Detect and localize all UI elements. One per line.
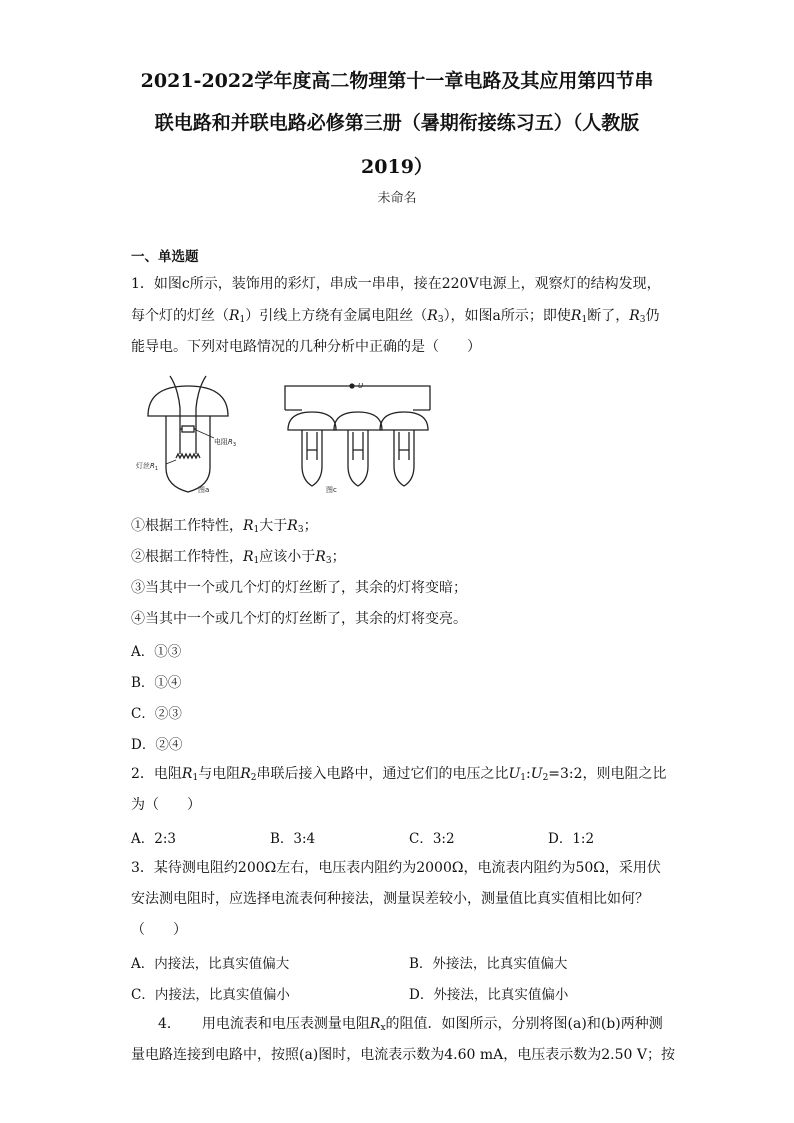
q2-option-a: A．2:3 <box>131 831 176 847</box>
q1-statement-1: ①根据工作特性，$R_1$大于$R_3$； <box>131 518 318 535</box>
fig-c-lamp-1 <box>288 412 336 486</box>
q1-option-b: B．①④ <box>131 675 182 691</box>
q3-option-a: A．内接法，比真实值偏大 <box>131 956 290 972</box>
q3-option-c: C．内接法，比真实值偏小 <box>131 987 290 1003</box>
fig-c-lamp-3 <box>380 412 428 486</box>
q1-option-d: D．②④ <box>131 737 183 753</box>
q2-option-d: D．1:2 <box>548 831 595 847</box>
document-title-line-3: 2019） <box>361 156 433 178</box>
q1-figure <box>130 368 440 498</box>
q1-statement-2: ②根据工作特性，$R_1$应该小于$R_3$； <box>131 549 346 566</box>
q1-option-a: A．①③ <box>131 644 182 660</box>
fig-c-voltage-label: U <box>358 382 364 390</box>
fig-a-resistor-r3 <box>182 426 194 432</box>
q4-line-1: 4． 用电流表和电压表测量电阻$R_x$的阻值．如图所示，分别将图(a)和(b)两种测 <box>158 1016 663 1033</box>
fig-c-caption: 图c <box>326 486 337 494</box>
fig-a-label-resistor: 电阻$R_3$ <box>214 438 237 448</box>
fig-a-lamp-body <box>166 416 210 492</box>
q2-option-b: B．3:4 <box>270 831 316 847</box>
q1-line-3: 能导电。下列对电路情况的几种分析中正确的是（ ） <box>131 339 481 355</box>
q4-line-2: 量电路连接到电路中，按照(a)图时，电流表示数为4.60 mA，电压表示数为2.50 V；按 <box>131 1047 676 1063</box>
lamp-diagram <box>130 368 440 498</box>
fig-a-filament-r1 <box>176 454 200 458</box>
fig-a-caption: 图a <box>198 486 210 494</box>
fig-a-label-filament: 灯丝$R_1$ <box>136 462 159 472</box>
q2-option-c: C．3:2 <box>409 831 455 847</box>
author-name: 未命名 <box>377 191 417 206</box>
q1-statement-3: ③当其中一个或几个灯的灯丝断了，其余的灯将变暗； <box>131 580 467 596</box>
fig-c-lamp-2 <box>334 412 382 486</box>
q1-line-2: 每个灯的灯丝$(R_1)$引线上方绕有金属电阻丝$(R_3)$，如图a所示；即使$R_1$断了，$R_3$仍 <box>131 308 660 325</box>
q2-line-2: 为（ ） <box>131 797 201 813</box>
section-heading-single-choice: 一、单选题 <box>131 249 199 265</box>
document-title-line-1: 2021-2022学年度高二物理第十一章电路及其应用第四节串 <box>140 70 654 92</box>
q1-statement-4: ④当其中一个或几个灯的灯丝断了，其余的灯将变亮。 <box>131 611 467 627</box>
q3-line-3: （ ） <box>131 922 187 938</box>
q3-option-d: D．外接法，比真实值偏小 <box>409 987 569 1003</box>
fig-a-lamp-cap <box>148 386 228 416</box>
q3-line-1: 3．某待测电阻约200Ω左右，电压表内阻约为2000Ω，电流表内阻约为50Ω，采用伏 <box>131 860 661 876</box>
q3-line-2: 安法测电阻时，应选择电流表何种接法，测量误差较小，测量值比真实值相比如何？ <box>131 891 649 907</box>
q1-line-1: 1．如图c所示，装饰用的彩灯，串成一串串，接在220V电源上，观察灯的结构发现， <box>131 276 661 292</box>
q1-option-c: C．②③ <box>131 706 182 722</box>
q2-line-1: 2．电阻$R_1$与电阻$R_2$串联后接入电路中，通过它们的电压之比$U_1:U_2=3:2$，则电阻之比 <box>131 766 667 783</box>
q3-option-b: B．外接法，比真实值偏大 <box>409 956 568 972</box>
document-title-line-2: 联电路和并联电路必修第三册（暑期衔接练习五）（人教版 <box>154 112 640 134</box>
